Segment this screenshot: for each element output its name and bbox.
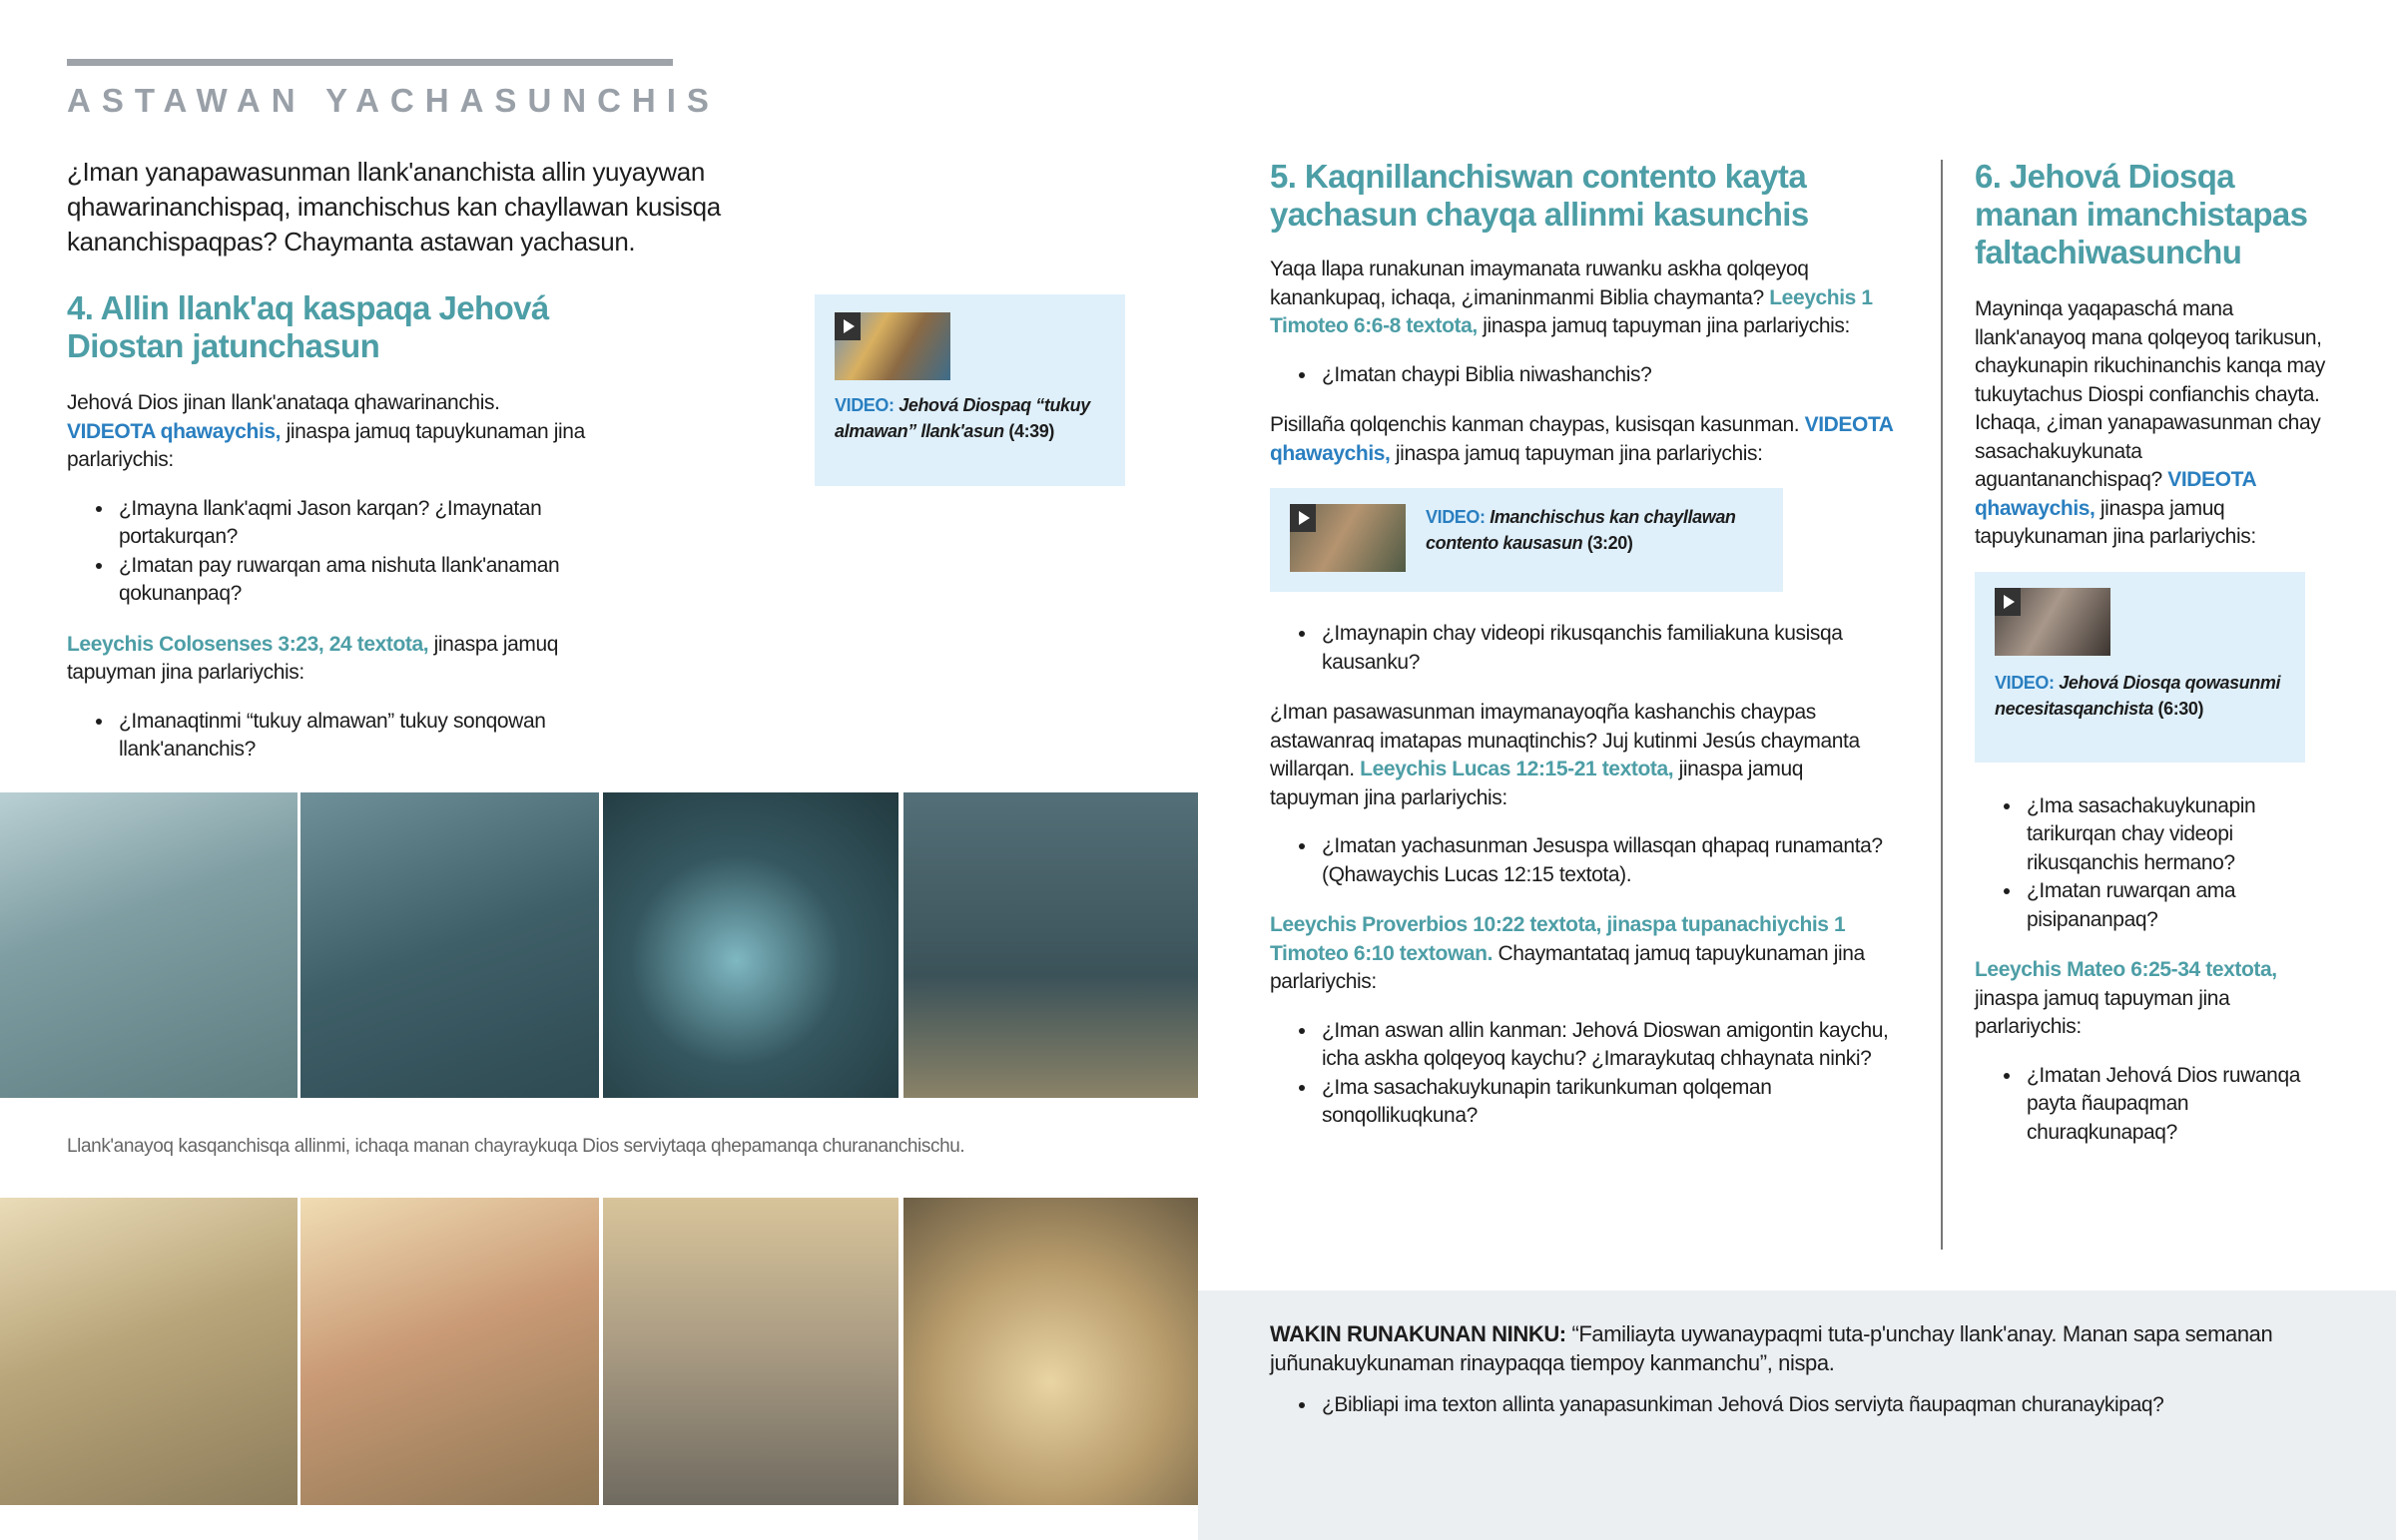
s4-questions-1	[115, 495, 646, 609]
s5-para1-rest: jinaspa jamuq tapuyman jina parlariychis:	[1483, 314, 1850, 337]
others-say-text	[1270, 1320, 2324, 1377]
s4-para1-rest: jinaspa jamuq tapuykunaman jina parlariychis:	[67, 419, 585, 471]
video-box-1[interactable]	[815, 294, 1125, 486]
s4-para2	[67, 631, 646, 688]
question-item: • ¿Imatan Jehová Dios ruwanqa payta ñaupaqman churaqkunapaq?	[2023, 1062, 2334, 1148]
question-item: • ¿Imaynapin chay videopi rikusqanchis familiakuna kusisqa kausanku?	[1318, 620, 1894, 677]
video-link[interactable]: VIDEOTA qhawaychis,	[1270, 413, 1893, 465]
video-duration: (4:39)	[1008, 421, 1054, 441]
question-item: • ¿Ima sasachakuykunapin tarikurqan chay videopi rikusqanchis hermano?	[2023, 792, 2334, 878]
s5-para4-rest: Chaymantataq jamuq tapuykunaman jina parlariychis:	[1270, 941, 1865, 993]
question-item: • ¿Imatan pay ruwarqan ama nishuta llank'anaman qokunanpaq?	[115, 552, 646, 609]
section-5-title: 5. Kaqnillanchiswan contento kayta yachasun chayqa allinmi kasunchis	[1270, 158, 1809, 233]
s4-para2-rest: jinaspa jamuq tapuyman jina parlariychis:	[67, 632, 559, 684]
illustration-man-leaving-office	[300, 1198, 599, 1505]
s5-para4	[1270, 911, 1894, 997]
scripture-link[interactable]: Leeychis Mateo 6:25-34 textota,	[1975, 958, 2277, 981]
question-item: • ¿Imatan chaypi Biblia niwashanchis?	[1318, 361, 1894, 390]
video-title: Jehová Diosqa qowasunmi necesitasqanchista	[1995, 672, 2281, 719]
scripture-link[interactable]: Leeychis Lucas 12:15-21 textota,	[1360, 758, 1674, 780]
s4-para1-text: Jehová Dios jinan llank'anataqa qhawarinanchis.	[67, 391, 500, 414]
s5-para3-text: ¿Iman pasawasunman imaymanayoqña kashanchis chaypas astawanraq imatapas munaqtinchis? Juj kutinmi Jesús chaymanta willarqan.	[1270, 701, 1860, 780]
illustration-office-evening	[300, 792, 599, 1098]
video-caption	[1995, 670, 2285, 722]
column-divider	[1941, 160, 1943, 1250]
s5-questions-2	[1318, 620, 1894, 677]
s5-questions-1	[1318, 361, 1894, 390]
section-5	[1270, 158, 1894, 1153]
others-say-box	[1198, 1290, 2396, 1540]
illustration-man-at-computer	[603, 792, 898, 1098]
video-thumbnail[interactable]	[1290, 504, 1406, 572]
question-item: • ¿Imatan yachasunman Jesuspa willasqan qhapaq runamanta? (Qhawaychis Lucas 12:15 textota).	[1318, 832, 1894, 889]
illustration-office-day	[0, 792, 298, 1098]
illustration-office-day-warm	[0, 1198, 298, 1505]
video-thumbnail[interactable]	[1995, 588, 2110, 656]
section-4	[67, 289, 646, 786]
question-item: • ¿Imayna llank'aqmi Jason karqan? ¿Imaynatan portakurqan?	[115, 495, 646, 552]
section-4-title: 4. Allin llank'aq kaspaqa Jehová Diostan jatunchasun	[67, 289, 549, 364]
s5-para1	[1270, 256, 1894, 341]
s5-para2-text: Pisillaña qolqenchis kanman chaypas, kusisqan kasunman.	[1270, 413, 1800, 436]
header-rule	[67, 59, 673, 66]
s5-para3	[1270, 699, 1894, 812]
illustration-man-eating-alone	[903, 792, 1198, 1098]
video-box-3[interactable]	[1975, 572, 2305, 763]
s6-para2	[1975, 956, 2334, 1042]
play-icon[interactable]	[1290, 504, 1316, 532]
image-caption: Llank'anayoq kasqanchisqa allinmi, ichaqa manan chayraykuqa Dios serviytaqa qhepamanqa churananchischu.	[67, 1136, 965, 1157]
video-caption	[1426, 504, 1763, 576]
video-duration: (3:20)	[1586, 533, 1633, 553]
s6-questions-2	[2023, 1062, 2334, 1148]
s6-para1	[1975, 295, 2334, 552]
play-icon[interactable]	[835, 312, 861, 340]
illustration-family-meal	[903, 1198, 1198, 1505]
video-label: VIDEO:	[835, 395, 895, 415]
s6-questions-1	[2023, 792, 2334, 935]
others-say-questions	[1318, 1391, 2324, 1420]
play-icon[interactable]	[1995, 588, 2021, 616]
video-duration: (6:30)	[2157, 698, 2204, 719]
question-item: • ¿Imanaqtinmi “tukuy almawan” tukuy sonqowan llank'ananchis?	[115, 708, 646, 765]
question-item: • ¿Bibliapi ima texton allinta yanapasunkiman Jehová Dios serviyta ñaupaqman churanaykipaq?	[1318, 1391, 2324, 1420]
video-link[interactable]: VIDEOTA qhawaychis,	[1975, 468, 2256, 520]
section-6	[1975, 158, 2334, 1169]
section-kicker: ASTAWAN YACHASUNCHIS	[67, 82, 720, 119]
video-label: VIDEO:	[1426, 507, 1486, 527]
question-item: • ¿Iman aswan allin kanman: Jehová Dioswan amigontin kaychu, icha askha qolqeyoq kaychu? ¿Imaraykutaq chhaynata ninki?	[1318, 1017, 1894, 1074]
video-thumbnail[interactable]	[835, 312, 950, 380]
s5-para2-rest: jinaspa jamuq tapuyman jina parlariychis:	[1395, 441, 1763, 465]
s5-questions-4	[1318, 1017, 1894, 1131]
video-box-2[interactable]	[1270, 488, 1783, 592]
video-title: Jehová Diospaq “tukuy almawan” llank'asun	[835, 395, 1090, 441]
section-6-title: 6. Jehová Diosqa manan imanchistapas faltachiwasunchu	[1975, 158, 2308, 270]
others-say-quote: “Familiayta uywanaypaqmi tuta-p'unchay llank'anay. Manan sapa semanan juñunakuykunaman rinaypaqqa tiempoy kanmanchu”, nispa.	[1270, 1321, 2273, 1375]
others-say-label: WAKIN RUNAKUNAN NINKU:	[1270, 1321, 1566, 1346]
scripture-link[interactable]: Leeychis Proverbios 10:22 textota, jinaspa tupanachiychis 1 Timoteo 6:10 textowan.	[1270, 913, 1846, 965]
video-caption	[835, 392, 1105, 444]
s5-para3-rest: jinaspa jamuq tapuyman jina parlariychis:	[1270, 758, 1804, 809]
video-link[interactable]: VIDEOTA qhawaychis,	[67, 419, 282, 443]
s5-para2	[1270, 411, 1894, 468]
question-item: • ¿Imatan ruwarqan ama pisipananpaq?	[2023, 877, 2334, 934]
s5-para1-text: Yaqa llapa runakunan imaymanata ruwanku askha qolqeyoq kanankupaq, ichaqa, ¿imaninmanmi Biblia chaymanta?	[1270, 257, 1809, 309]
illustration-family-meeting	[603, 1198, 898, 1505]
question-item: • ¿Ima sasachakuykunapin tarikunkuman qolqeman sonqollikuqkuna?	[1318, 1074, 1894, 1131]
intro-text: ¿Iman yanapawasunman llank'ananchista allin yuyaywan qhawarinanchispaq, imanchischus kan chayllawan kusisqa kananchispaqpas? Chaymanta astawan yachasun.	[67, 157, 721, 257]
s4-para1	[67, 389, 646, 475]
video-label: VIDEO:	[1995, 672, 2055, 693]
video-title: Imanchischus kan chayllawan contento kausasun	[1426, 507, 1736, 553]
s4-questions-2	[115, 708, 646, 765]
s6-para1-text: Mayninqa yaqapaschá mana llank'anayoq mana qolqeyoq tarikusun, chaykunapin rikuchinanchis kanqa may tukuytachus Diospi confianchis chayta. Ichaqa, ¿iman yanapawasunman chay sasachakuykunata aguantananchispaq?	[1975, 297, 2325, 491]
scripture-link[interactable]: Leeychis 1 Timoteo 6:6-8 textota,	[1270, 285, 1873, 337]
scripture-link[interactable]: Leeychis Colosenses 3:23, 24 textota,	[67, 632, 429, 656]
s6-para1-rest: jinaspa jamuq tapuykunaman jina parlariychis:	[1975, 496, 2256, 548]
s5-questions-3	[1318, 832, 1894, 889]
s6-para2-rest: jinaspa jamuq tapuyman jina parlariychis:	[1975, 986, 2230, 1038]
